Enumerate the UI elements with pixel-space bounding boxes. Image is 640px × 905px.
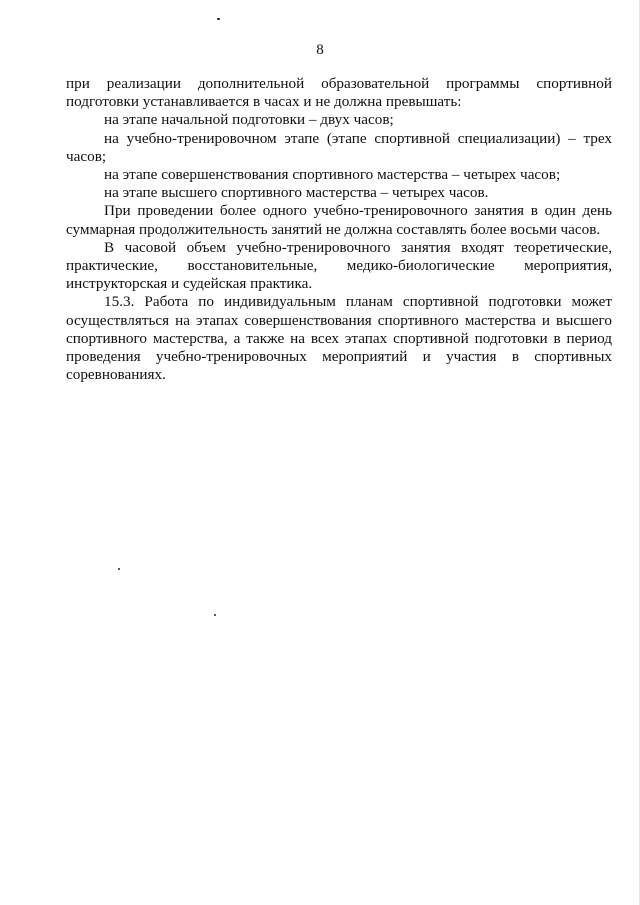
list-item-improvement-stage: на этапе совершенствования спортивного мастерства – четырех часов; bbox=[104, 166, 561, 184]
list-item-training-stage: на учебно-тренировочном этапе (этапе спортивной специализации) – трех часов; bbox=[66, 129, 612, 165]
document-body bbox=[66, 75, 612, 384]
scan-speck-middle-left bbox=[118, 568, 120, 570]
scan-speck-top bbox=[217, 18, 220, 20]
paragraph-section-15-3: 15.3. Работа по индивидуальным планам спортивной подготовки может осуществляться на этапах совершенствования спортивного мастерства и высшего спортивного мастерства, а также на всех этапах спортивной подготовки в период проведения учебно-тренировочных мероприятий и участия в спортивных соревнованиях. bbox=[66, 293, 612, 384]
scan-speck-middle-center bbox=[214, 614, 216, 616]
paragraph-hourly-volume: В часовой объем учебно-тренировочного занятия входят теоретические, практические, восстановительные, медико-биологические мероприятия, инструкторская и судейская практика. bbox=[66, 238, 612, 293]
list-item-initial-stage: на этапе начальной подготовки – двух часов; bbox=[104, 111, 394, 129]
page-number: 8 bbox=[316, 42, 324, 58]
list-item-higher-mastery-stage: на этапе высшего спортивного мастерства – четырех часов. bbox=[104, 184, 489, 202]
paragraph-continuation: при реализации дополнительной образовательной программы спортивной подготовки устанавливается в часах и не должна превышать: bbox=[66, 75, 612, 111]
paragraph-daily-limit: При проведении более одного учебно-тренировочного занятия в один день суммарная продолжительность занятий не должна составлять более восьми часов. bbox=[66, 202, 612, 238]
